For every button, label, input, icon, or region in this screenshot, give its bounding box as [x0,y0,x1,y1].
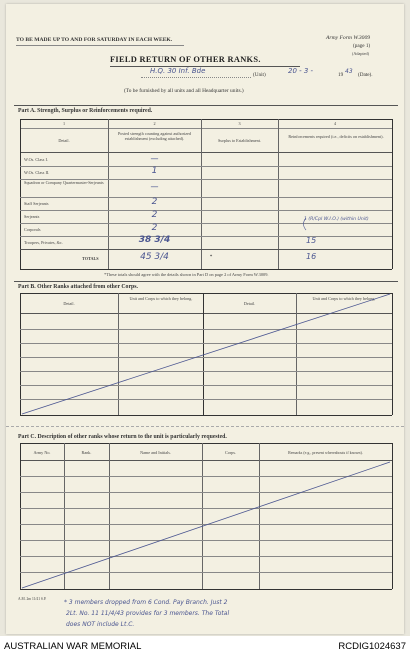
part-c-header: Rank. [81,450,92,455]
totals-strength: 45 3/4 [140,252,169,262]
part-b-header: Unit and Corps to which they belong. [312,296,376,301]
print-code: A.M. 2m 11/41 S.P. [18,597,47,601]
part-b-strike-line [22,294,390,414]
row-detail: W.Os. Class I. [24,157,48,162]
part-c-header: Remarks (e.g., present whereabouts if known). [288,450,363,455]
col-num-3: 3 [238,121,241,126]
row-detail: Serjeants [24,214,40,219]
row-detail: Corporals [24,227,41,232]
row-strength: — [150,154,159,163]
part-c-header: Army No. [33,450,51,455]
strike-lines [6,4,404,634]
row-detail: Squadron or Company Quartermaster-Serjeants [24,180,104,185]
handwritten-note: 2Lt. No. 11 11/4/43 provides for 3 members. The Total [66,610,230,617]
part-a-footnote: *These totals should agree with the details shown in Part D on page 2 of Army Form W.3009. [104,272,269,277]
unit-label: (Unit) [253,72,266,78]
col-num-4: 4 [333,121,337,126]
form-number: Army Form W.3009 [326,35,371,41]
unit-handwritten: H.Q. 30 Inf. Bde [150,67,206,75]
row-reinf: 15 [306,236,317,245]
date-year-hand: 43 [345,68,353,75]
bracket-mark [304,218,307,230]
col-num-2: 2 [153,121,156,126]
date-year: 19 [338,72,344,78]
row-detail: W.Os. Class II. [24,170,50,175]
totals-reinf: 16 [306,252,317,261]
part-c-title: Part C. Description of other ranks whose return to the unit is particularly requested. [18,434,227,440]
form-page [6,4,404,634]
part-b-header: Detail. [243,301,256,306]
row-strength: — [150,182,159,191]
date-handwritten: 20 - 3 - [288,67,314,75]
furnished-note: (To be furnished by all units and all Headquarter units.) [124,88,244,94]
part-b-header: Unit and Corps to which they belong. [129,296,193,301]
col-num-1: 1 [62,121,66,126]
part-c-header: Corps. [224,450,237,455]
totals-label: TOTALS [82,256,99,261]
part-c-strike-line [22,462,390,588]
part-c-header: Name and Initials. [140,450,171,455]
archive-footer [0,636,410,654]
form-title: FIELD RETURN OF OTHER RANKS. [110,55,261,64]
row-strength: 2 [151,223,158,233]
part-a-title: Part A. Strength, Surplus or Reinforcements required. [18,108,153,114]
instruction-text: TO BE MADE UP TO AND FOR SATURDAY IN EACH WEEK. [16,37,173,43]
date-label: (Date). [358,72,373,78]
row-strength: 38 3/4 [138,235,171,245]
col-header-detail: Detail. [58,138,70,143]
handwritten-note: * 3 members dropped from 6 Cond. Pay Branch. Just 2 [64,599,228,606]
row-detail: Troopers, Privates, &c. [24,240,63,245]
totals-surplus: * [209,254,213,260]
row-strength: 2 [151,210,158,220]
col-header-reinf: Reinforcements required (i.e., deficits on establishment). [288,134,384,139]
part-b-header: Detail. [63,301,75,306]
col-header-surplus: Surplus to Establishment. [218,138,261,143]
form-page: (page 1) [353,43,371,49]
handwritten-note: does NOT include Lt.C. [66,621,135,628]
row-strength: 1 [151,166,158,176]
col-header-strength: Posted strength counting against authorized establishment (excluding attached). [117,131,192,141]
row-detail: Staff Serjeants [24,201,49,206]
form-adapted: (Adapted) [352,51,369,56]
row-reinf: 1 (R/Cpl W.I.O.) (within Unit) [304,217,369,222]
part-b-title: Part B. Other Ranks attached from other Corps. [18,284,138,290]
footer-left: AUSTRALIAN WAR MEMORIAL [4,641,142,652]
footer-right: RCDIG1024637 [338,641,406,652]
row-strength: 2 [151,197,158,207]
